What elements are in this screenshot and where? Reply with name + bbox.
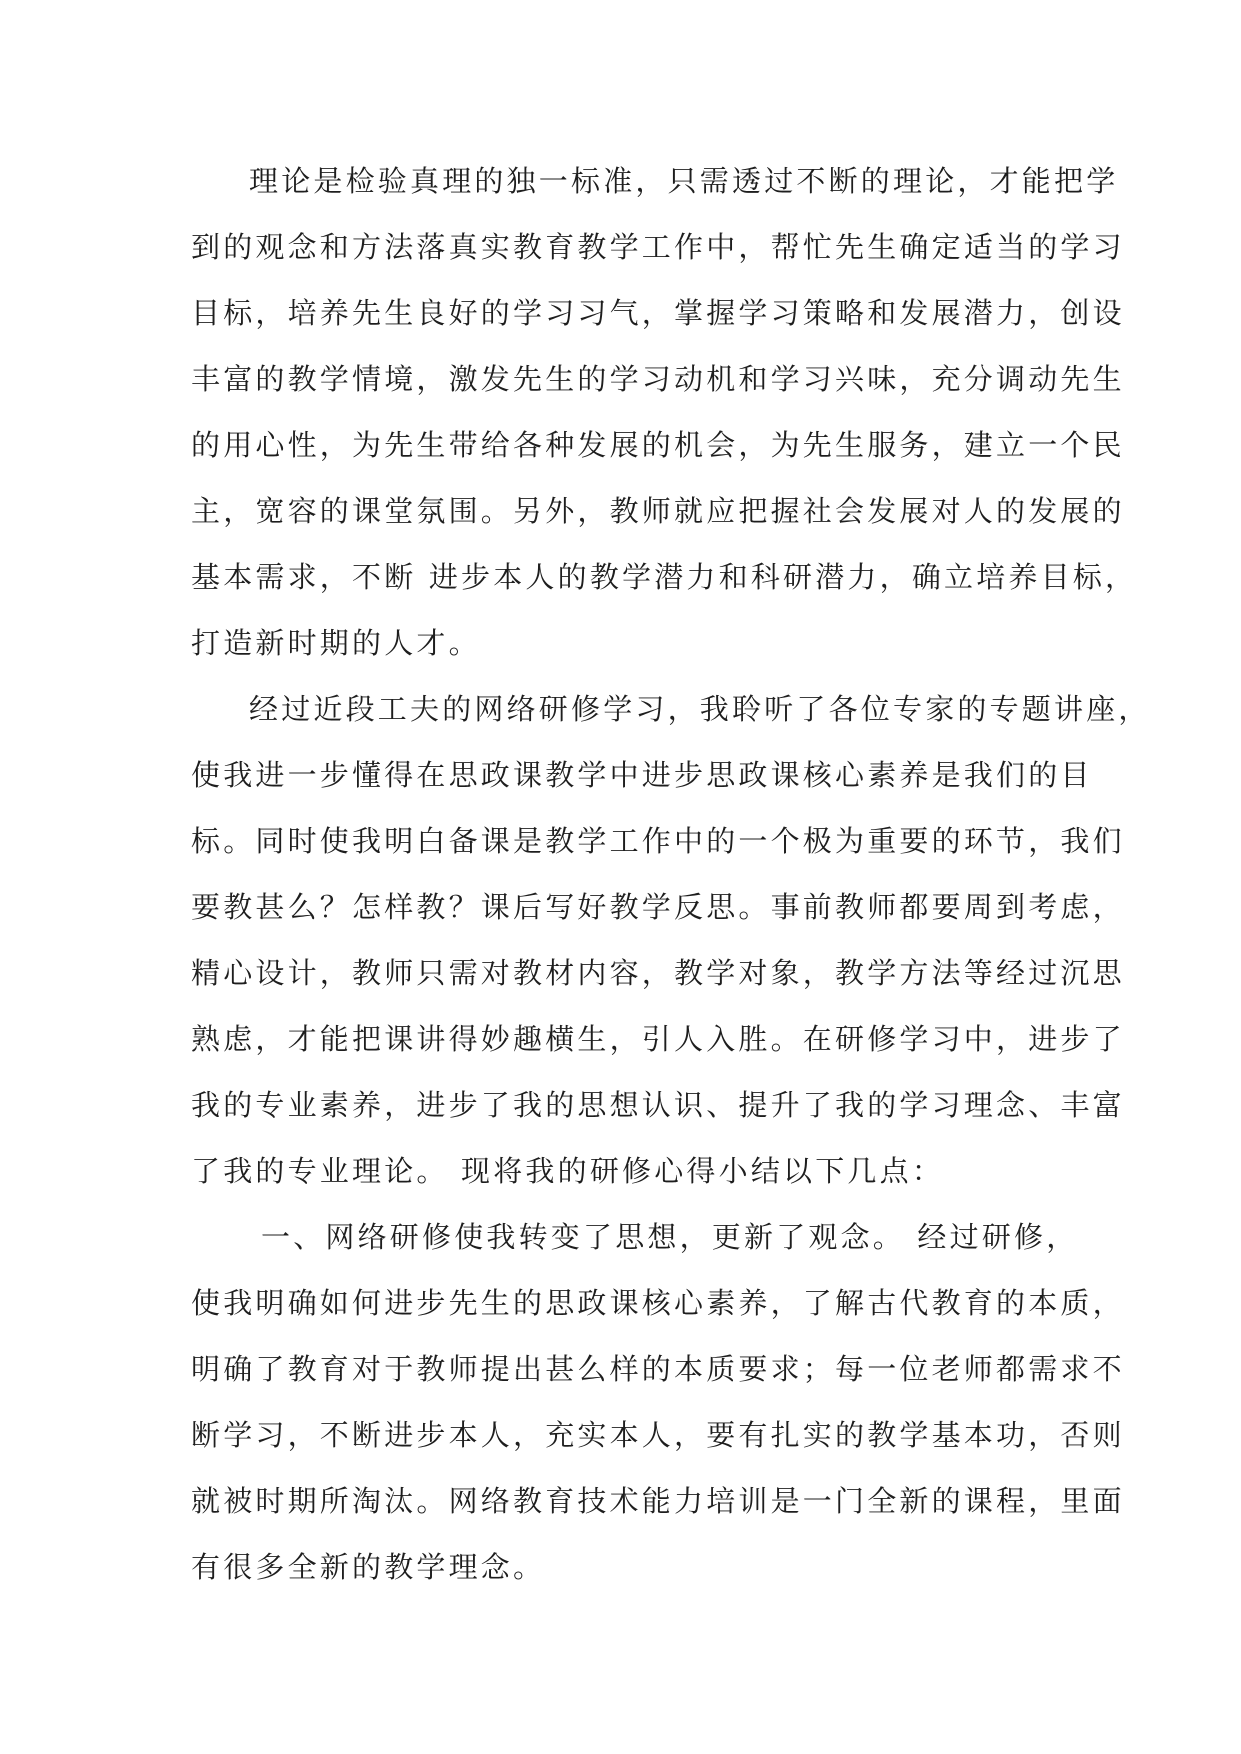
text-line: 使我明确如何进步先生的思政课核心素养，了解古代教育的本质， [191, 1286, 1125, 1320]
text-line: 基本需求，不断 进步本人的教学潜力和科研潜力，确立培养目标， [191, 560, 1138, 594]
text-line: 要教甚么？怎样教？课后写好教学反思。事前教师都要周到考虑， [191, 890, 1125, 924]
text-line: 打造新时期的人才。 [191, 626, 481, 660]
text-line: 使我进一步懂得在思政课教学中进步思政课核心素养是我们的目 [191, 758, 1093, 792]
text-line: 就被时期所淘汰。网络教育技术能力培训是一门全新的课程，里面 [191, 1484, 1125, 1518]
text-line: 我的专业素养，进步了我的思想认识、提升了我的学习理念、丰富 [191, 1088, 1125, 1122]
text-line: 丰富的教学情境，激发先生的学习动机和学习兴味，充分调动先生 [191, 362, 1125, 396]
text-line: 明确了教育对于教师提出甚么样的本质要求；每一位老师都需求不 [191, 1352, 1125, 1386]
text-line: 一、网络研修使我转变了思想，更新了观念。 经过研修， [261, 1220, 1079, 1254]
text-line: 主，宽容的课堂氛围。另外，教师就应把握社会发展对人的发展的 [191, 494, 1125, 528]
text-line: 断学习，不断进步本人，充实本人，要有扎实的教学基本功，否则 [191, 1418, 1125, 1452]
text-line: 有很多全新的教学理念。 [191, 1550, 546, 1584]
text-line: 的用心性，为先生带给各种发展的机会，为先生服务，建立一个民 [191, 428, 1125, 462]
text-line: 了我的专业理论。 现将我的研修心得小结以下几点： [191, 1154, 945, 1188]
paragraph-2 [191, 676, 1151, 1204]
text-line: 熟虑，才能把课讲得妙趣横生，引人入胜。在研修学习中，进步了 [191, 1022, 1125, 1056]
paragraph-3 [191, 1204, 1125, 1600]
text-line: 经过近段工夫的网络研修学习，我聆听了各位专家的专题讲座， [249, 692, 1151, 726]
text-line: 精心设计，教师只需对教材内容，教学对象，教学方法等经过沉思 [191, 956, 1125, 990]
text-line: 理论是检验真理的独一标准，只需透过不断的理论，才能把学 [249, 164, 1119, 198]
document-body [191, 148, 1151, 1600]
text-line: 到的观念和方法落真实教育教学工作中，帮忙先生确定适当的学习 [191, 230, 1125, 264]
paragraph-1 [191, 148, 1138, 676]
text-line: 标。同时使我明白备课是教学工作中的一个极为重要的环节，我们 [191, 824, 1125, 858]
text-line: 目标，培养先生良好的学习习气，掌握学习策略和发展潜力，创设 [191, 296, 1125, 330]
